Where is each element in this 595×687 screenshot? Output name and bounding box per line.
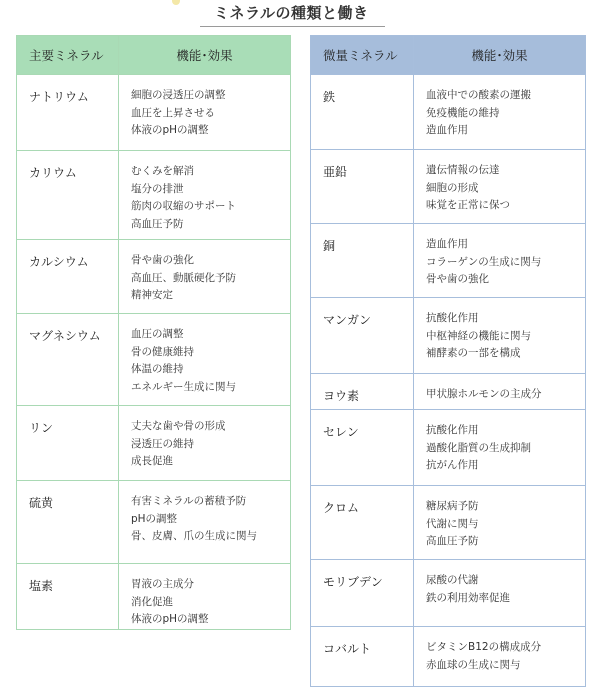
function-item: 消化促進	[131, 595, 173, 608]
mineral-name: カルシウム	[17, 240, 119, 314]
mineral-functions	[119, 75, 291, 151]
function-item: 過酸化脂質の生成抑制	[426, 441, 531, 454]
mineral-functions	[414, 486, 586, 560]
function-item: 造血作用	[426, 238, 468, 250]
table-row	[311, 224, 586, 298]
function-item: 高血圧、動脈硬化予防	[131, 271, 236, 284]
function-item: 細胞の浸透圧の調整	[131, 89, 226, 101]
table-row	[17, 314, 291, 406]
function-item: 中枢神経の機能に関与	[426, 329, 531, 342]
table-header-row	[17, 36, 291, 75]
mineral-name: モリブデン	[311, 560, 414, 627]
mineral-name: コバルト	[311, 627, 414, 687]
table-row	[17, 75, 291, 151]
function-item: 精神安定	[131, 289, 173, 301]
function-item: 尿酸の代謝	[426, 574, 479, 586]
function-item: 骨の健康維持	[131, 345, 194, 358]
function-item: 血圧を上昇させる	[131, 106, 215, 119]
function-item: コラーゲンの生成に関与	[426, 255, 542, 268]
mineral-name: セレン	[311, 410, 414, 486]
table-header-row	[311, 36, 586, 75]
page-title: ミネラルの種類と働き	[214, 4, 369, 22]
function-item: 浸透圧の維持	[131, 437, 194, 450]
function-item: ビタミンB12の構成成分	[426, 641, 542, 653]
function-item: 遺伝情報の伝達	[426, 164, 500, 176]
table-row	[17, 481, 291, 564]
function-item: 鉄の利用効率促進	[426, 591, 510, 604]
function-item: 細胞の形成	[426, 181, 479, 194]
function-item: 骨、皮膚、爪の生成に関与	[131, 530, 257, 542]
header-function: 機能･効果	[414, 36, 586, 75]
function-item: 筋肉の収縮のサポート	[131, 200, 236, 212]
function-item: pHの調整	[131, 512, 178, 525]
mineral-functions	[414, 374, 586, 410]
function-item: 補酵素の一部を構成	[426, 347, 521, 359]
function-item: 丈夫な歯や骨の形成	[131, 420, 226, 432]
function-item: 抗酸化作用	[426, 424, 479, 436]
mineral-name: 塩素	[17, 564, 119, 630]
mineral-name: マグネシウム	[17, 314, 119, 406]
mineral-functions	[119, 406, 291, 481]
function-item: 甲状腺ホルモンの主成分	[426, 388, 542, 400]
mineral-functions	[119, 564, 291, 630]
table-row	[17, 151, 291, 240]
function-item: 有害ミネラルの蓄積予防	[131, 495, 247, 507]
mineral-name: 硫黄	[17, 481, 119, 564]
title-decoration	[172, 0, 180, 5]
mineral-functions	[119, 314, 291, 406]
function-item: 血液中での酸素の運搬	[426, 89, 531, 101]
function-item: 体液のpHの調整	[131, 613, 209, 625]
function-item: 成長促進	[131, 455, 173, 467]
header-mineral: 微量ミネラル	[311, 36, 414, 75]
mineral-name: ナトリウム	[17, 75, 119, 151]
table-row	[311, 560, 586, 627]
mineral-functions	[414, 224, 586, 298]
mineral-functions	[414, 75, 586, 150]
main-minerals-table	[16, 35, 291, 630]
mineral-name: ヨウ素	[311, 374, 414, 410]
mineral-functions	[414, 627, 586, 687]
function-item: エネルギー生成に関与	[131, 380, 236, 393]
mineral-functions	[119, 240, 291, 314]
trace-minerals-table	[310, 35, 586, 687]
function-item: 塩分の排泄	[131, 182, 184, 195]
function-item: 体温の維持	[131, 363, 184, 375]
mineral-functions	[119, 481, 291, 564]
mineral-name: リン	[17, 406, 119, 481]
table-row	[311, 298, 586, 374]
table-row	[311, 627, 586, 687]
table-row	[311, 374, 586, 410]
function-item: 赤血球の生成に関与	[426, 658, 521, 671]
table-row	[311, 410, 586, 486]
mineral-functions	[414, 560, 586, 627]
mineral-name: マンガン	[311, 298, 414, 374]
function-item: 味覚を正常に保つ	[426, 199, 510, 211]
header-mineral: 主要ミネラル	[17, 36, 119, 75]
function-item: 造血作用	[426, 124, 468, 136]
function-item: 抗酸化作用	[426, 312, 479, 324]
mineral-name: クロム	[311, 486, 414, 560]
mineral-functions	[414, 298, 586, 374]
table-row	[17, 406, 291, 481]
table-row	[311, 75, 586, 150]
function-item: 抗がん作用	[426, 459, 479, 471]
mineral-name: 亜鉛	[311, 150, 414, 224]
function-item: 血圧の調整	[131, 328, 184, 340]
function-item: 高血圧予防	[426, 535, 479, 547]
function-item: 胃液の主成分	[131, 578, 194, 590]
function-item: 免疫機能の維持	[426, 106, 500, 119]
table-row	[17, 240, 291, 314]
header-function: 機能･効果	[119, 36, 291, 75]
table-row	[311, 150, 586, 224]
function-item: 骨や歯の強化	[131, 254, 194, 266]
function-item: 代謝に関与	[426, 517, 479, 530]
mineral-functions	[414, 150, 586, 224]
mineral-name: 銅	[311, 224, 414, 298]
function-item: 骨や歯の強化	[426, 273, 489, 285]
function-item: むくみを解消	[131, 165, 194, 177]
mineral-name: 鉄	[311, 75, 414, 150]
function-item: 高血圧予防	[131, 217, 184, 230]
mineral-functions	[119, 151, 291, 240]
mineral-functions	[414, 410, 586, 486]
function-item: 体液のpHの調整	[131, 124, 209, 136]
table-row	[17, 564, 291, 630]
function-item: 糖尿病予防	[426, 500, 479, 512]
table-row	[311, 486, 586, 560]
mineral-name: カリウム	[17, 151, 119, 240]
